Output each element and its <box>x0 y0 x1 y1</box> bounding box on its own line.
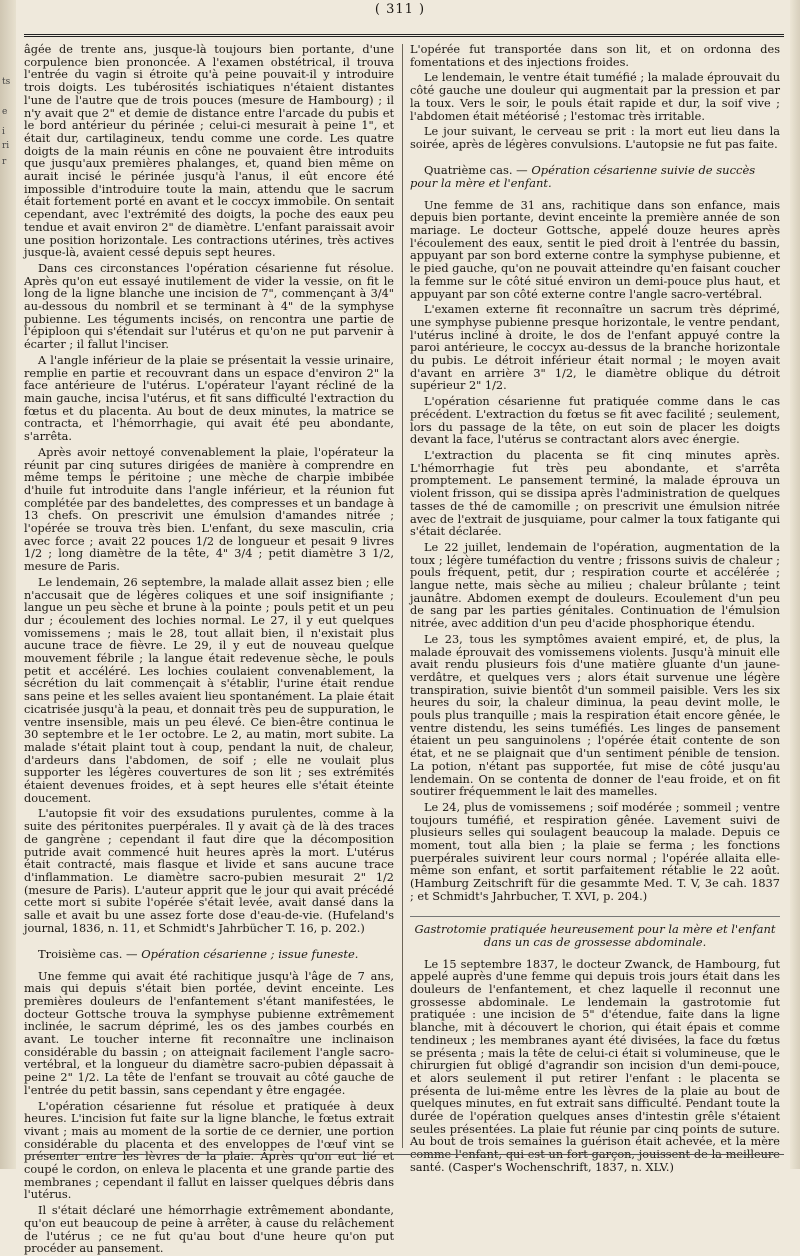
case-4-title: Opération césarienne suivie de succès pour la mère et l'enfant. <box>410 162 756 190</box>
case-3-heading <box>24 948 394 961</box>
edge-mark: i <box>2 127 5 137</box>
paragraph: A l'angle inférieur de la plaie se présentait la vessie urinaire, remplie en partie et recouvrant dans un espace d'environ 2" la face antérieure de l'utérus. L'opérateur l'ayant récliné de la main gauche, incisa l'utérus, et fit sans difficulté l'extraction du fœtus et du placenta. Au bout de deux minutes, la matrice se contracta, et l'hémorrhagie, qui avait été peu abondante, s'arrêta. <box>24 353 394 444</box>
footer-rule <box>24 1154 784 1155</box>
page-number: ( 311 ) <box>374 2 426 17</box>
edge-mark: r <box>2 157 7 167</box>
paragraph: Le 22 juillet, lendemain de l'opération, augmentation de la toux ; légère tuméfaction du ventre ; frissons suivis de chaleur ; pouls fréquent, petit, dur ; respiration courte et accélérée ; langue nette, mais sèche au milieu ; chaleur brûlante ; teint jaunâtre. Abdomen exempt de douleurs. Ecoulement d'un peu de sang par les parties génitales. Continuation de l'émulsion nitrée, avec addition d'un peu d'acide phosphorique étendu. <box>410 540 780 631</box>
paragraph: Le 15 septembre 1837, le docteur Zwanck, de Hambourg, fut appelé auprès d'une femme qui depuis trois jours était dans les douleurs de l'enfantement, et chez laquelle il reconnut une grossesse abdominale. Le lendemain la gastrotomie fut pratiquée : une incision de 5" d'étendue, faite dans la ligne blanche, mit à découvert le chorion, qui était épais et comme tendineux ; les membranes ayant été divisées, la face du fœtus se présenta ; mais la tête de celui-ci était si volumineuse, que le chirurgien fut obligé d'agrandir son incision d'un demi-pouce, et alors seulement il put retirer l'enfant : le placenta se présenta de lui-même entre les lèvres de la plaie au bout de quelques minutes, en fut extrait sans difficulté. Pendant toute la durée de l'opération quelques anses d'intestin grêle s'étaient seules présentées. La plaie fut réunie par cinq points de suture. Au bout de trois semaines la guérison était achevée, et la mère comme l'enfant, qui est un fort garçon, jouissent de la meilleure santé. (Casper's Wochenschrift, 1837, n. XLV.) <box>410 957 780 1174</box>
column-divider <box>402 44 403 1148</box>
paragraph: L'opérée fut transportée dans son lit, et on ordonna des fomentations et des injections froides. <box>410 43 780 69</box>
left-column <box>24 43 394 1256</box>
paragraph: âgée de trente ans, jusque-là toujours bien portante, d'une corpulence bien prononcée. A l'examen obstétrical, il trouva l'entrée du vagin si étroite qu'à peine pouvait-il y introduire trois doigts. Les tubérosités ischiatiques n'étaient distantes l'une de l'autre que de trois pouces (mesure de Hambourg) ; il n'y avait que 2" et demie de distance entre l'arcade du pubis et le bord antérieur du périnée ; celui-ci mesurait à peine 1", et était dur, cartilagineux, tendu comme une corde. Les quatre doigts de la main réunis en cône ne pouvaient être introduits que jusqu'aux premières phalanges, et, quand bien même on aurait incisé le périnée jusqu'à l'anus, il eût encore été impossible d'introduire toute la main, attendu que le sacrum était fortement porté en avant et le coccyx immobile. On sentait cependant, avec l'extrémité des doigts, la poche des eaux peu tendue et avait environ 2" de diamètre. L'enfant paraissait avoir une position horizontale. Les contractions utérines, très actives jusque-là, avaient cessé depuis sept heures. <box>24 43 394 260</box>
header-rule <box>24 34 784 37</box>
binding-gutter-right <box>790 0 800 1169</box>
gastrotomy-heading <box>410 916 780 949</box>
paragraph: Le 23, tous les symptômes avaient empiré, et, de plus, la malade éprouvait des vomissemens violents. Jusqu'à minuit elle avait rendu plusieurs fois d'une matière gluante d'un jaune-verdâtre, et quelques vers ; alors était survenue une légère transpiration, suivie bientôt d'un sommeil paisible. Vers les six heures du soir, la chaleur diminua, la peau devint molle, le pouls plus tranquille ; mais la respiration était encore gênée, le ventre distendu, les seins tuméfiés. Les linges de pansement étaient un peu sanguinolens ; l'opérée était contente de son état, et ne se plaignait que d'un sentiment pénible de tension. La potion, n'étant pas supportée, fut mise de côté jusqu'au lendemain. On se contenta de donner de l'eau froide, et on fit soutirer fréquemment le lait des mamelles. <box>410 632 780 799</box>
paragraph: Le 24, plus de vomissemens ; soif modérée ; sommeil ; ventre toujours tuméfié, et respiration gênée. Lavement suivi de plusieurs selles qui soulagent beaucoup la malade. Depuis ce moment, tout alla bien ; la plaie se ferma ; les fonctions puerpérales suivirent leur cours normal ; l'opérée allaita elle-même son enfant, et sortit parfaitement rétablie le 22 août. (Hamburg Zeitschrift für die gesammte Med. T. V, 3e cah. 1837 ; et Schmidt's Jahrbucher, T. XVI, p. 204.) <box>410 800 780 903</box>
paragraph: Une femme de 31 ans, rachitique dans son enfance, mais depuis bien portante, devint enceinte la première année de son mariage. Le docteur Gottsche, appelé douze heures après l'écoulement des eaux, sentit le pied droit à l'entrée du bassin, appuyant par son bord externe contre la symphyse pubienne, et le pied gauche, qu'on ne pouvait atteindre qu'en faisant coucher la femme sur le côté situé environ un demi-pouce plus haut, et appuyant par son côté externe contre l'angle sacro-vertébral. <box>410 198 780 301</box>
right-column <box>410 43 780 1174</box>
paragraph: Le jour suivant, le cerveau se prit : la mort eut lieu dans la soirée, après de légères convulsions. L'autopsie ne fut pas faite. <box>410 125 780 151</box>
paragraph: Après avoir nettoyé convenablement la plaie, l'opérateur la réunit par cinq sutures dirigées de manière à comprendre en même temps le péritoine ; une mèche de charpie imbibée d'huile fut introduite dans l'angle inférieur, et la réunion fut complétée par des bandelettes, des compresses et un bandage à 13 chefs. On prescrivit une émulsion d'amandes nitrée ; l'opérée se trouva très bien. L'enfant, du sexe masculin, cria avec force ; avait 22 pouces 1/2 de longueur et pesait 9 livres 1/2 ; long diamètre de la tête, 4" 3/4 ; petit diamètre 3 1/2, mesure de Paris. <box>24 445 394 574</box>
case-4-label: Quatrième cas. — <box>424 162 532 177</box>
case-4-heading <box>410 164 780 190</box>
edge-mark: e <box>2 107 8 117</box>
paragraph: Le lendemain, le ventre était tuméfié ; la malade éprouvait du côté gauche une douleur qui augmentait par la pression et par la toux. Vers le soir, le pouls était rapide et dur, la soif vive ; l'abdomen était météorisé ; l'estomac très irritable. <box>410 71 780 123</box>
paragraph: L'examen externe fit reconnaître un sacrum très déprimé, une symphyse pubienne presque horizontale, le ventre pendant, l'utérus incliné à droite, le dos de l'enfant appuyé contre la paroi antérieure, le coccyx au-dessus de la branche horizontale du pubis. Le détroit inférieur était normal ; le moyen avait d'avant en arrière 3" 1/2, le diamètre oblique du détroit supérieur 2" 1/2. <box>410 303 780 393</box>
paragraph: L'opération césarienne fut résolue et pratiquée à deux heures. L'incision fut faite sur la ligne blanche, le fœtus extrait vivant ; mais au moment de la sortie de ce dernier, une portion considérable du placenta et des enveloppes de l'œuf vint se présenter entre les lèvres de la plaie. Après qu'on eut lié et coupé le cordon, on enleva le placenta et une grande partie des membranes ; cependant il fallut en laisser quelques débris dans l'utérus. <box>24 1099 394 1202</box>
paragraph: L'opération césarienne fut pratiquée comme dans le cas précédent. L'extraction du fœtus se fit avec facilité ; seulement, lors du passage de la tête, on eut soin de placer les doigts devant la face, l'utérus se contractant alors avec énergie. <box>410 395 780 447</box>
paragraph: Une femme qui avait été rachitique jusqu'à l'âge de 7 ans, mais qui depuis s'était bien portée, devint enceinte. Les premières douleurs de l'enfantement s'étant manifestées, le docteur Gottsche trouva la symphyse pubienne extrêmement inclinée, le sacrum déprimé, les os des jambes courbés en avant. Le toucher interne fit reconnaître une inclinaison considérable du bassin ; on atteignait facilement l'angle sacro-vertébral, et la longueur du diamètre sacro-pubien dépassait à peine 2" 1/2. La tête de l'enfant se trouvait au côté gauche de l'entrée du petit bassin, sans cependant y être engagée. <box>24 969 394 1097</box>
paragraph: Dans ces circonstances l'opération césarienne fut résolue. Après qu'on eut essayé inutilement de vider la vessie, on fit le long de la ligne blanche une incision de 7", commençant à 3/4" au-dessous du nombril et se terminant à 4" de la symphyse pubienne. Les téguments incisés, on rencontra une partie de l'épiploon qui s'étendait sur l'utérus et qu'on ne put parvenir à écarter ; il fallut l'inciser. <box>24 261 394 352</box>
case-3-title: Opération césarienne ; issue funeste. <box>141 946 359 961</box>
paragraph: L'extraction du placenta se fit cinq minutes après. L'hémorrhagie fut très peu abondante, et s'arrêta promptement. Le pansement terminé, la malade éprouva un violent frisson, qui se dissipa après l'administration de quelques tasses de thé de camomille ; on prescrivit une émulsion nitrée avec de l'extrait de jusquiame, pour calmer la toux fatigante qui s'était déclarée. <box>410 448 780 539</box>
paragraph: Il s'était déclaré une hémorrhagie extrêmement abondante, qu'on eut beaucoup de peine à arrêter, à cause du relâchement de l'utérus ; ce ne fut qu'au bout d'une heure qu'on put procéder au pansement. <box>24 1204 394 1256</box>
gastrotomy-title: Gastrotomie pratiquée heureusement pour la mère et l'enfant dans un cas de grossesse abdominale. <box>414 921 776 949</box>
edge-mark: ri <box>2 141 10 151</box>
binding-gutter-left <box>0 0 16 1169</box>
case-3-label: Troisième cas. — <box>38 946 142 961</box>
paragraph: Le lendemain, 26 septembre, la malade allait assez bien ; elle n'accusait que de légères coliques et une soif insignifiante ; langue un peu sèche et brune à la pointe ; pouls petit et un peu dur ; écoulement des lochies normal. Le 27, il y eut quelques vomissemens ; mais le 28, tout allait bien, il n'existait plus aucune trace de fièvre. Le 29, il y eut de nouveau quelque mouvement fébrile ; la langue était redevenue sèche, le pouls petit et accéléré. Les lochies coulaient convenablement, la sécrétion du lait commençait à s'établir, l'urine était rendue sans peine et les selles avaient lieu spontanément. La plaie était cicatrisée jusqu'à la peau, et donnait très peu de suppuration, le ventre insensible, mais un peu élevé. Ce bien-être continua le 30 septembre et le 1er octobre. Le 2, au matin, mort subite. La malade s'était plaint tout à coup, pendant la nuit, de chaleur, d'ardeurs dans l'abdomen, de soif ; elle ne voulait plus supporter les légères couvertures de son lit ; ses extrémités étaient devenues froides, et à sept heures elle s'était éteinte doucement. <box>24 575 394 805</box>
edge-mark: ts <box>2 77 11 87</box>
paragraph: L'autopsie fit voir des exsudations purulentes, comme à la suite des péritonites puerpérales. Il y avait çà de là des traces de gangrène ; cependant il faut dire que la décomposition putride avait commencé huit heures après la mort. L'utérus était contracté, mais flasque et livide et sans aucune trace d'inflammation. Le diamètre sacro-pubien mesurait 2" 1/2 (mesure de Paris). L'auteur apprit que le jour qui avait précédé cette mort si subite l'opérée s'était levée, avait dansé dans la salle et avait bu une assez forte dose d'eau-de-vie. (Hufeland's journal, 1836, n. 11, et Schmidt's Jahrbücher T. 16, p. 202.) <box>24 807 394 935</box>
